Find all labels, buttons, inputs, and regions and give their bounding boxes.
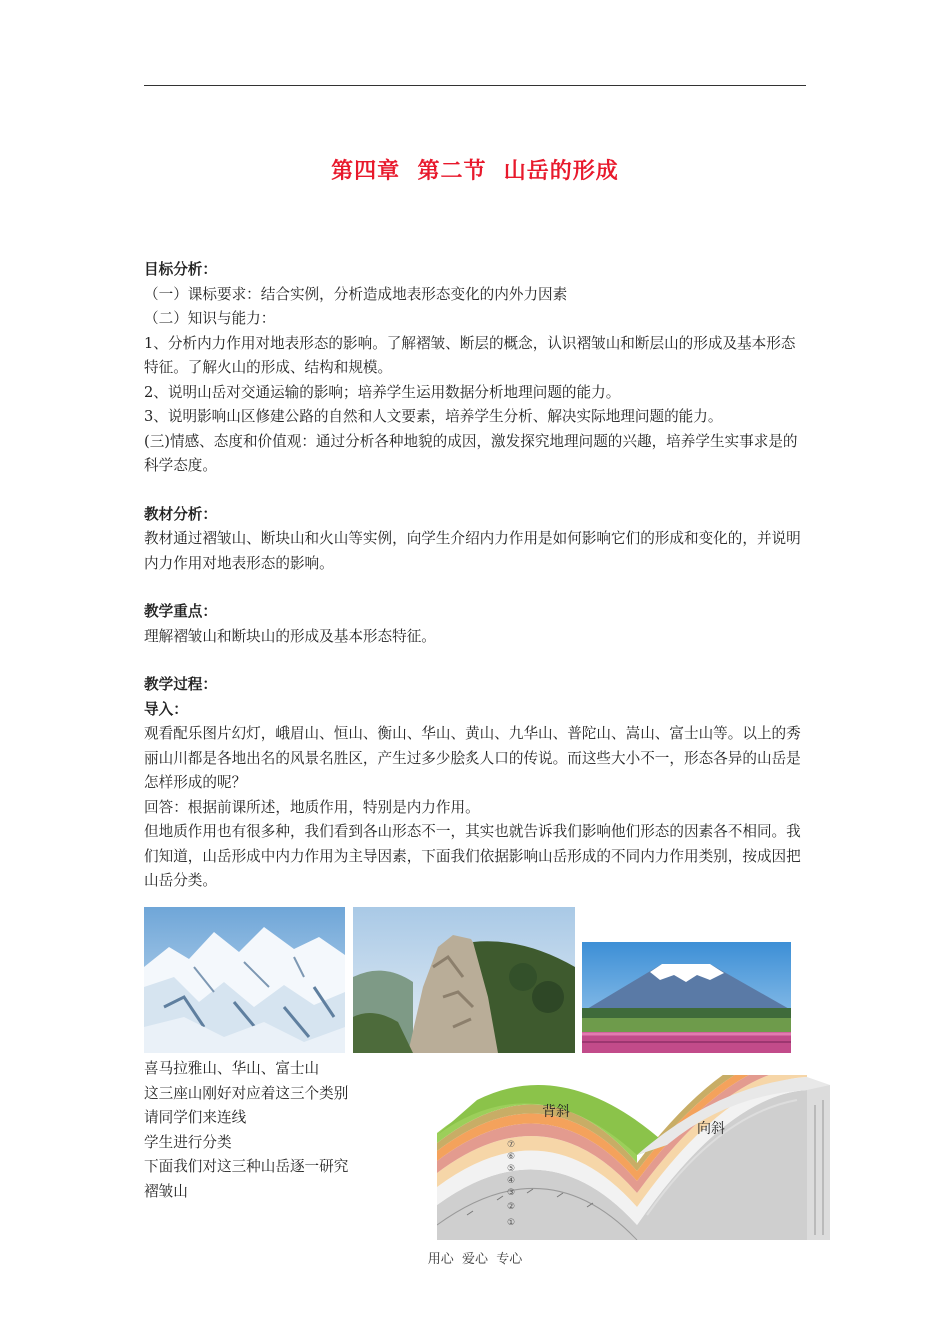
goals-line: （一）课标要求：结合实例，分析造成地表形态变化的内外力因素 [144,285,568,303]
layer-number-4: ④ [507,1176,516,1186]
caption-line: 喜马拉雅山、华山、富士山 [144,1060,320,1077]
fold-diagram [437,1075,830,1240]
caption-line: 请同学们来连线 [144,1109,247,1127]
layer-number-1: ① [507,1218,516,1228]
layer-number-3: ③ [507,1188,516,1198]
layer-number-2: ② [507,1202,516,1212]
caption-line: 学生进行分类 [144,1133,232,1151]
page-title: 第四章 第二节 山岳的形成 [331,159,619,184]
goals-line: （二）知识与能力： [144,310,276,327]
process-line: 回答：根据前课所述，地质作用，特别是内力作用。 [144,798,480,816]
caption-line: 这三座山刚好对应着这三个类别 [144,1084,349,1102]
fuji-photo [582,942,791,1053]
goals-heading: 目标分析： [144,261,217,278]
key-points-heading: 教学重点： [144,603,217,620]
goals-line: 3、说明影响山区修建公路的自然和人文要素，培养学生分析、解决实际地理问题的能力。 [144,408,723,425]
goals-line: 2、说明山岳对交通运输的影响；培养学生运用数据分析地理问题的能力。 [144,383,621,401]
layer-number-7: ⑦ [507,1140,516,1150]
intro-subheading: 导入： [144,700,188,718]
caption-block [144,1057,434,1205]
process-heading: 教学过程： [144,676,217,693]
material-line: 教材通过褶皱山、断块山和火山等实例，向学生介绍内力作用是如何影响它们的形成和变化的，并说明内力作用对地表形态的影响。 [144,530,801,572]
huashan-photo [353,907,575,1053]
himalaya-photo [144,907,345,1053]
caption-line: 下面我们对这三种山岳逐一研究 [144,1158,349,1176]
document-body [144,258,808,894]
caption-line: 褶皱山 [144,1182,188,1200]
layer-number-5: ⑤ [507,1164,516,1174]
anticline-label: 背斜 [542,1104,570,1120]
material-heading: 教材分析： [144,505,217,523]
goals-line: 1、分析内力作用对地表形态的影响。了解褶皱、断层的概念，认识褶皱山和断层山的形成及基本形态特征。了解火山的形成、结构和规模。 [144,334,796,376]
process-line: 观看配乐图片幻灯，峨眉山、恒山、衡山、华山、黄山、九华山、普陀山、嵩山、富士山等。以上的秀丽山川都是各地出名的风景名胜区，产生过多少脍炙人口的传说。而这些大小不一，形态各异的山岳是怎样形成的呢？ [144,725,801,791]
header-rule [144,85,806,86]
layer-number-6: ⑥ [507,1152,516,1162]
key-points-line: 理解褶皱山和断块山的形成及基本形态特征。 [144,627,436,645]
goals-line: (三)情感、态度和价值观：通过分析各种地貌的成因，激发探究地理问题的兴趣，培养学生实事求是的科学态度。 [144,432,798,474]
page-footer: 用心 爱心 专心 [427,1252,523,1267]
syncline-label: 向斜 [697,1121,725,1137]
process-line: 但地质作用也有很多种，我们看到各山形态不一，其实也就告诉我们影响他们形态的因素各不相同。我们知道，山岳形成中内力作用为主导因素，下面我们依据影响山岳形成的不同内力作用类别，按成因把山岳分类。 [144,823,801,889]
